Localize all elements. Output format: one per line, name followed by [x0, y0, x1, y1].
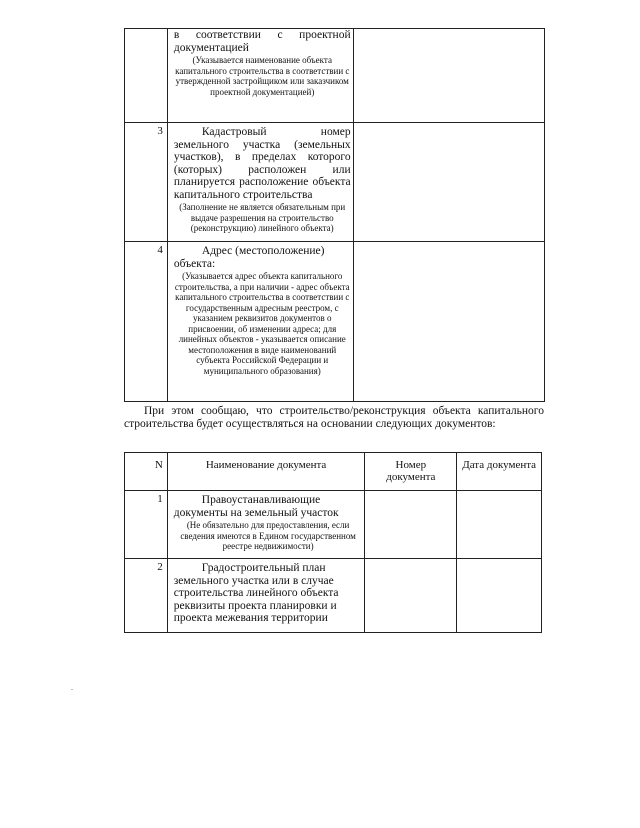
row-number-cell: 3 [125, 123, 168, 242]
paragraph-line: При этом сообщаю, что строительство/реконструкция объекта капитального [144, 405, 544, 417]
object-name-note: (Указывается наименование объекта капитального строительства в соответствии с утвержденной застройщиком или заказчиком проектной документацией) [175, 55, 350, 97]
row-number-cell: 2 [125, 559, 168, 633]
documents-intro-paragraph [124, 405, 544, 431]
cadastral-line: капитального строительства [173, 188, 313, 201]
header-document-date: Дата документа [457, 453, 542, 491]
object-info-table [124, 28, 545, 402]
header-document-name: Наименование документа [167, 453, 365, 491]
table-row [125, 242, 545, 402]
document-name-cell [167, 491, 365, 559]
document-name: Градостроительный план земельного участка или в случае строительства линейного объекта реквизиты проекта планировки и проекта межевания территории [173, 562, 339, 624]
paragraph-line: строительства будет осуществляться на основании следующих документов: [124, 418, 496, 430]
object-name-line: документацией [173, 41, 249, 54]
stray-mark: . [71, 683, 73, 692]
documents-table [124, 452, 542, 633]
cadastral-line: Кадастровый номер [201, 126, 351, 138]
address-title: Адрес (местоположение) объекта: [173, 245, 325, 270]
object-name-cell [167, 29, 353, 123]
table-header-row [125, 453, 542, 491]
cadastral-line: участков), в пределах которого [173, 151, 351, 163]
table-row [125, 559, 542, 633]
table-row [125, 29, 545, 123]
cadastral-line: (которых) расположен или [173, 163, 351, 176]
header-n: N [125, 453, 168, 491]
document-name-cell [167, 559, 365, 633]
row-number-cell: 4 [125, 242, 168, 402]
value-cell [353, 242, 544, 402]
cadastral-note: (Заполнение не является обязательным при выдаче разрешения на строительство (реконструкцию) линейного объекта) [179, 202, 346, 233]
value-cell [353, 29, 544, 123]
header-document-number: Номер документа [365, 453, 457, 491]
address-cell [167, 242, 353, 402]
document-number-cell [365, 559, 457, 633]
row-number-cell: 1 [125, 491, 168, 559]
document-number-cell [365, 491, 457, 559]
object-name-line: в соответствии с проектной [173, 29, 351, 41]
document-name: Правоустанавливающие документы на земельный участок [173, 494, 339, 519]
cadastral-line: планируется расположение объекта [173, 176, 351, 188]
address-note: (Указывается адрес объекта капитального строительства, а при наличии - адрес объекта капитального строительства в соответствии с государственным адресным реестром, с указанием реквизитов документов о присвоении, об изменении адреса; для линейных объектов - указывается описание местоположения в виде наименований субъекта Российской Федерации и муниципального образования) [174, 271, 350, 376]
cadastral-line: земельного участка (земельных [173, 138, 351, 151]
row-number-cell [125, 29, 168, 123]
table-row [125, 491, 542, 559]
cadastral-number-cell [167, 123, 353, 242]
document-date-cell [457, 559, 542, 633]
table-row [125, 123, 545, 242]
document-date-cell [457, 491, 542, 559]
document-note: (Не обязательно для предоставления, если сведения имеются в Едином государственном реестре недвижимости) [180, 520, 356, 551]
value-cell [353, 123, 544, 242]
